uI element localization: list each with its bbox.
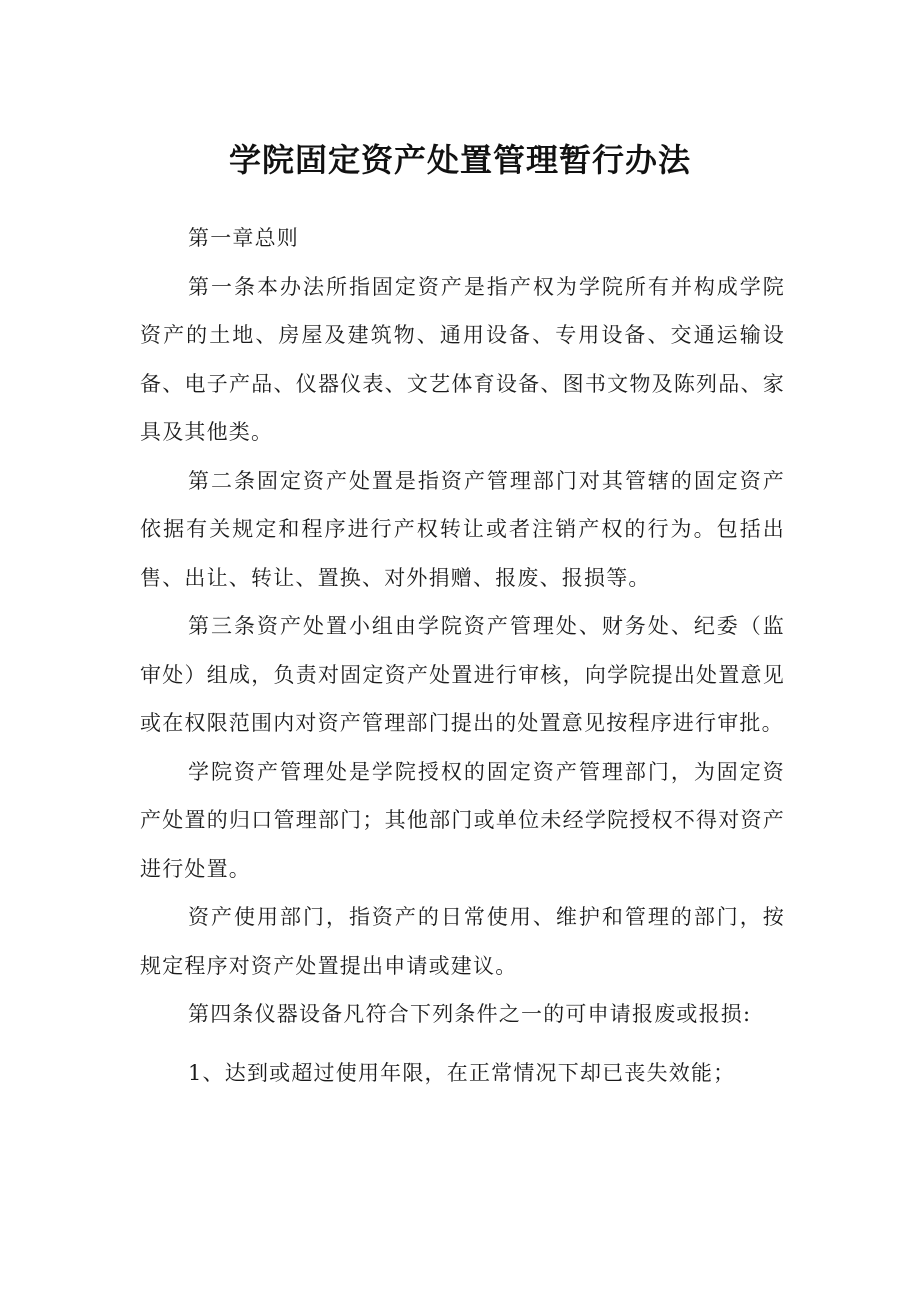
article-4-paragraph: 第四条仪器设备凡符合下列条件之一的可申请报废或报损: [188, 1002, 752, 1026]
asset-department-paragraph: 学院资产管理处是学院授权的固定资产管理部门，为固定资产处置的归口管理部门；其他部门或单位未经学院授权不得对资产进行处置。 [140, 759, 785, 881]
list-item: 1、达到或超过使用年限，在正常情况下却已丧失效能； [188, 1060, 736, 1085]
document-body [140, 214, 785, 1097]
article-1-paragraph: 第一条本办法所指固定资产是指产权为学院所有并构成学院资产的土地、房屋及建筑物、通用设备、专用设备、交通运输设备、电子产品、仪器仪表、文艺体育设备、图书文物及陈列品、家具及其他类。 [140, 274, 785, 444]
user-department-paragraph: 资产使用部门，指资产的日常使用、维护和管理的部门，按规定程序对资产处置提出申请或建议。 [140, 905, 785, 978]
article-3-paragraph: 第三条资产处置小组由学院资产管理处、财务处、纪委（监审处）组成，负责对固定资产处置进行审核，向学院提出处置意见或在权限范围内对资产管理部门提出的处置意见按程序进行审批。 [140, 614, 785, 735]
chapter-heading: 第一章总则 [188, 226, 299, 250]
document-title: 学院固定资产处置管理暂行办法 [228, 141, 691, 179]
article-2-paragraph: 第二条固定资产处置是指资产管理部门对其管辖的固定资产依据有关规定和程序进行产权转让或者注销产权的行为。包括出售、出让、转让、置换、对外捐赠、报废、报损等。 [140, 468, 785, 590]
